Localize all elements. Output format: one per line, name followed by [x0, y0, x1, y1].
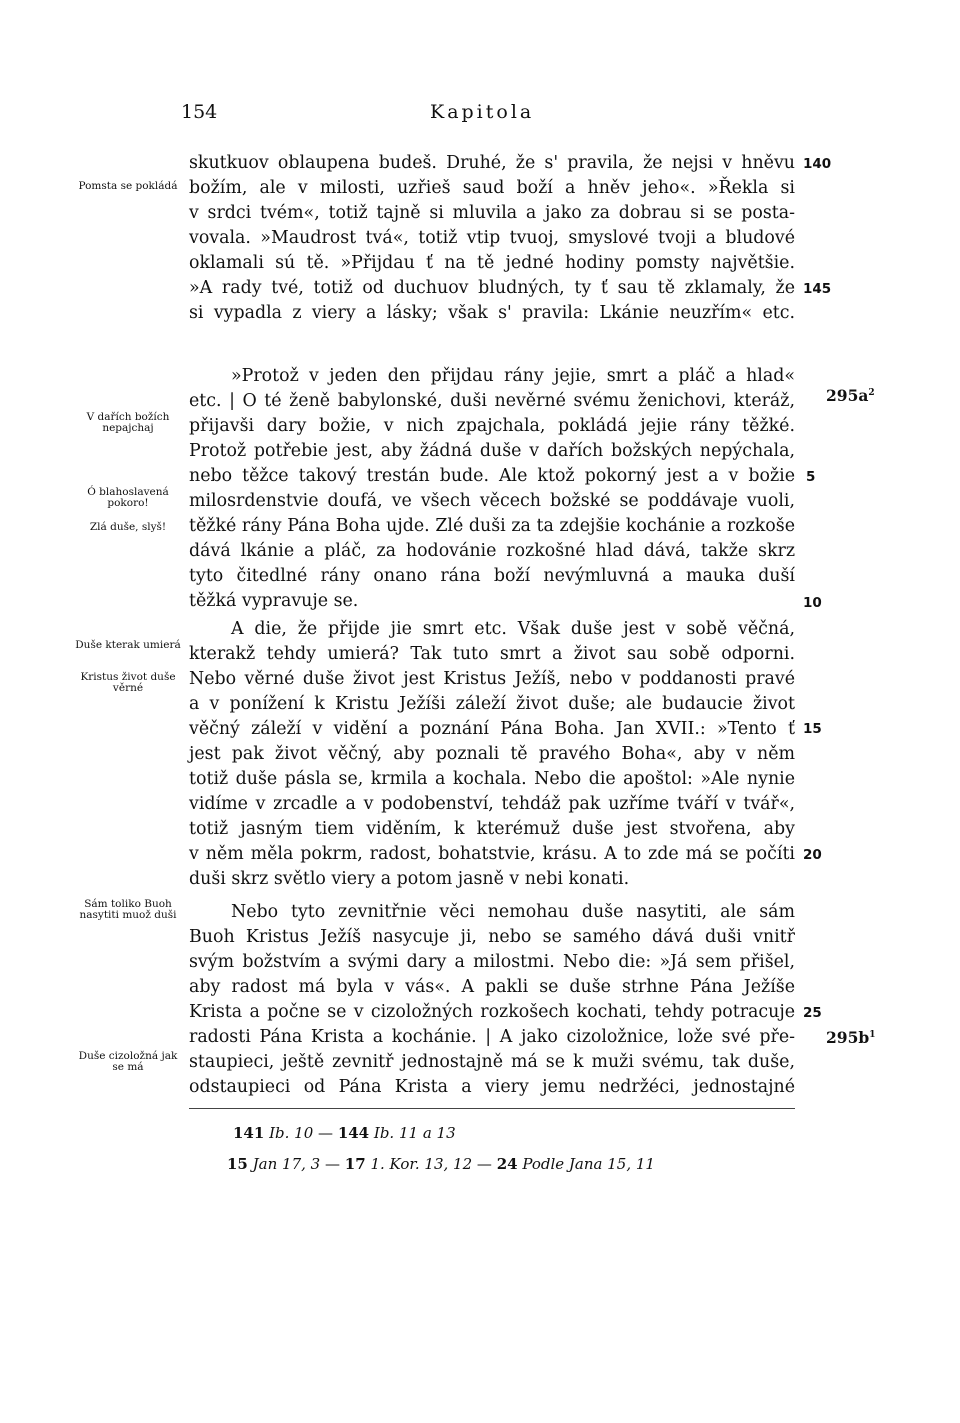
text-line: v něm měla pokrm, radost, bohatstvie, krásu. A to zde má se počíti [189, 844, 795, 864]
text-line: vovala. »Maudrost tvá«, totiž vtip tvuoj, smyslové tvoji a bludové [189, 228, 795, 248]
text-line: A die, že přijde jie smrt etc. Však duše jest v sobě věčná, [231, 619, 795, 639]
line-number: 145 [803, 281, 832, 297]
margin-note: Sám toliko Buoh nasytiti muož duši [79, 898, 177, 921]
text-line: totiž duše pásla se, krmila a kochala. Nebo die apoštol: »Ale nynie [189, 769, 795, 789]
text-line: aby radost má byla v vás«. A pakli se duše strhne Pána Ježíše [189, 977, 795, 997]
paragraph-4 [189, 900, 795, 1100]
line-number: 25 [803, 1005, 822, 1021]
text-line: Nebo tyto zevnitřnie věci nemohau duše nasytiti, ale sám [231, 902, 795, 922]
text-line: vidíme v zrcadle a v podobenství, tehdáž pak uzříme tváří v tvář«, [189, 794, 795, 814]
text-line: milosrdenstvie doufá, ve všech věcech božské se poddávaje vuoli, [189, 491, 795, 511]
folio-marker: $295a^2$ [826, 386, 875, 405]
text-line: »A rady tvé, totiž od duchuov bludných, ty ť sau tě zklamaly, že [189, 278, 795, 298]
text-line: »Protož v jeden den přijdau rány jejie, smrt a pláč a hlad« [231, 366, 795, 386]
text-line: Protož potřebie jest, aby žádná duše v dařích božských nepýchala, [189, 441, 795, 461]
line-number: 140 [803, 156, 832, 172]
line-number: 20 [803, 847, 822, 863]
margin-note: Pomsta se pokládá [78, 180, 178, 192]
line-number: 5 [806, 469, 816, 485]
text-line: staupieci, ještě zevnitř jednostajně má se k muži svému, tak duše, [189, 1052, 795, 1072]
margin-note: Duše cizoložná jak se má [78, 1050, 178, 1073]
text-line: v srdci tvém«, totiž tajně si mluvila a jako za dobrau si se posta- [189, 203, 795, 223]
margin-note: Ó blahoslavená pokoro! [87, 486, 169, 509]
text-line: kterakž tehdy umierá? Tak tuto smrt a život sau sobě odporni. [189, 644, 795, 664]
text-line: totiž jasným tiem viděním, k kterémuž duše jest stvořena, aby [189, 819, 795, 839]
text-line: odstaupieci od Pána Krista a viery jemu nedržéci, jednostajné [189, 1077, 795, 1097]
text-line: těžké rány Pána Boha ujde. Zlé duši za ta zdejšie kochánie a rozkoše [189, 516, 795, 536]
margin-note: V dařích božích nepajchaj [86, 411, 170, 434]
text-line: oklamali sú tě. »Přijdau ť na tě jedné hodiny pomsty najvětšie. [189, 253, 795, 273]
text-line: tyto čitedlné rány onano rána boží nevýmluvná a mauka duší [189, 566, 795, 586]
running-title: Kapitola [430, 101, 535, 123]
page-number: 154 [181, 101, 218, 123]
text-line: a v ponížení k Kristu Ježíši záleží život duše; ale budaucie život [189, 694, 795, 714]
text-line: Buoh Kristus Ježíš nasycuje ji, nebo se samého dává duši vnitř [189, 927, 795, 947]
paragraph-1 [189, 151, 795, 326]
text-line: Krista a počne se v cizoložných rozkošech kochati, tehdy potracuje [189, 1002, 795, 1022]
footnote-line: 15 Jan 17, 3 — 17 1. Kor. 13, 12 — 24 Podle Jana 15, 11 [227, 1155, 655, 1173]
text-line: nebo těžce takový trestán bude. Ale ktož pokorný jest a v božie [189, 466, 795, 486]
folio-marker: $295b^1$ [826, 1028, 876, 1047]
text-line: přijavši dary božie, v nich zpajchala, pokládá jejie rány těžké. [189, 416, 795, 436]
text-line: jest pak život věčný, aby poznali tě pravého Boha«, aby v něm [189, 744, 795, 764]
paragraph-2 [189, 364, 795, 614]
text-line: Nebo věrné duše život jest Kristus Ježíš, nebo v poddanosti pravé [189, 669, 795, 689]
text-line: svým božstvím a svými dary a milostmi. Nebo die: »Já sem přišel, [189, 952, 795, 972]
footnote-line: 141 Ib. 10 — 144 Ib. 11 a 13 [233, 1124, 456, 1142]
text-line: etc. | O té ženě babylonské, duši nevěrné svému ženichovi, kteráž, [189, 391, 795, 411]
margin-note: Kristus život duše věrné [80, 671, 176, 694]
text-line: těžká vypravuje se. [189, 591, 359, 611]
page-header [0, 101, 960, 129]
text-line: duši skrz světlo viery a potom jasně v nebi konati. [189, 869, 630, 889]
text-line: si vypadla z viery a lásky; však s' pravila: Lkánie neuzřím« etc. [189, 303, 795, 323]
text-line: božím, ale v milosti, uzřieš saud boží a hněv jeho«. »Řekla si [189, 178, 795, 198]
paragraph-3 [189, 617, 795, 892]
margin-note: Zlá duše, slyš! [89, 521, 167, 533]
text-line: věčný záleží v vidění a poznání Pána Boha. Jan XVII.: »Tento ť [189, 719, 795, 739]
text-line: dává lkánie a pláč, za hodovánie rozkošné hlad dává, takže skrz [189, 541, 795, 561]
footnotes [227, 1118, 813, 1180]
line-number: 15 [803, 721, 822, 737]
margin-note: Duše kterak umierá [75, 639, 181, 651]
line-number: 10 [803, 595, 822, 611]
text-line: skutkuov oblaupena budeš. Druhé, že s' pravila, že nejsi v hněvu [189, 153, 795, 173]
footnote-divider [189, 1108, 795, 1109]
text-line: radosti Pána Krista a kochánie. | A jako cizoložnice, lože své pře- [189, 1027, 795, 1047]
